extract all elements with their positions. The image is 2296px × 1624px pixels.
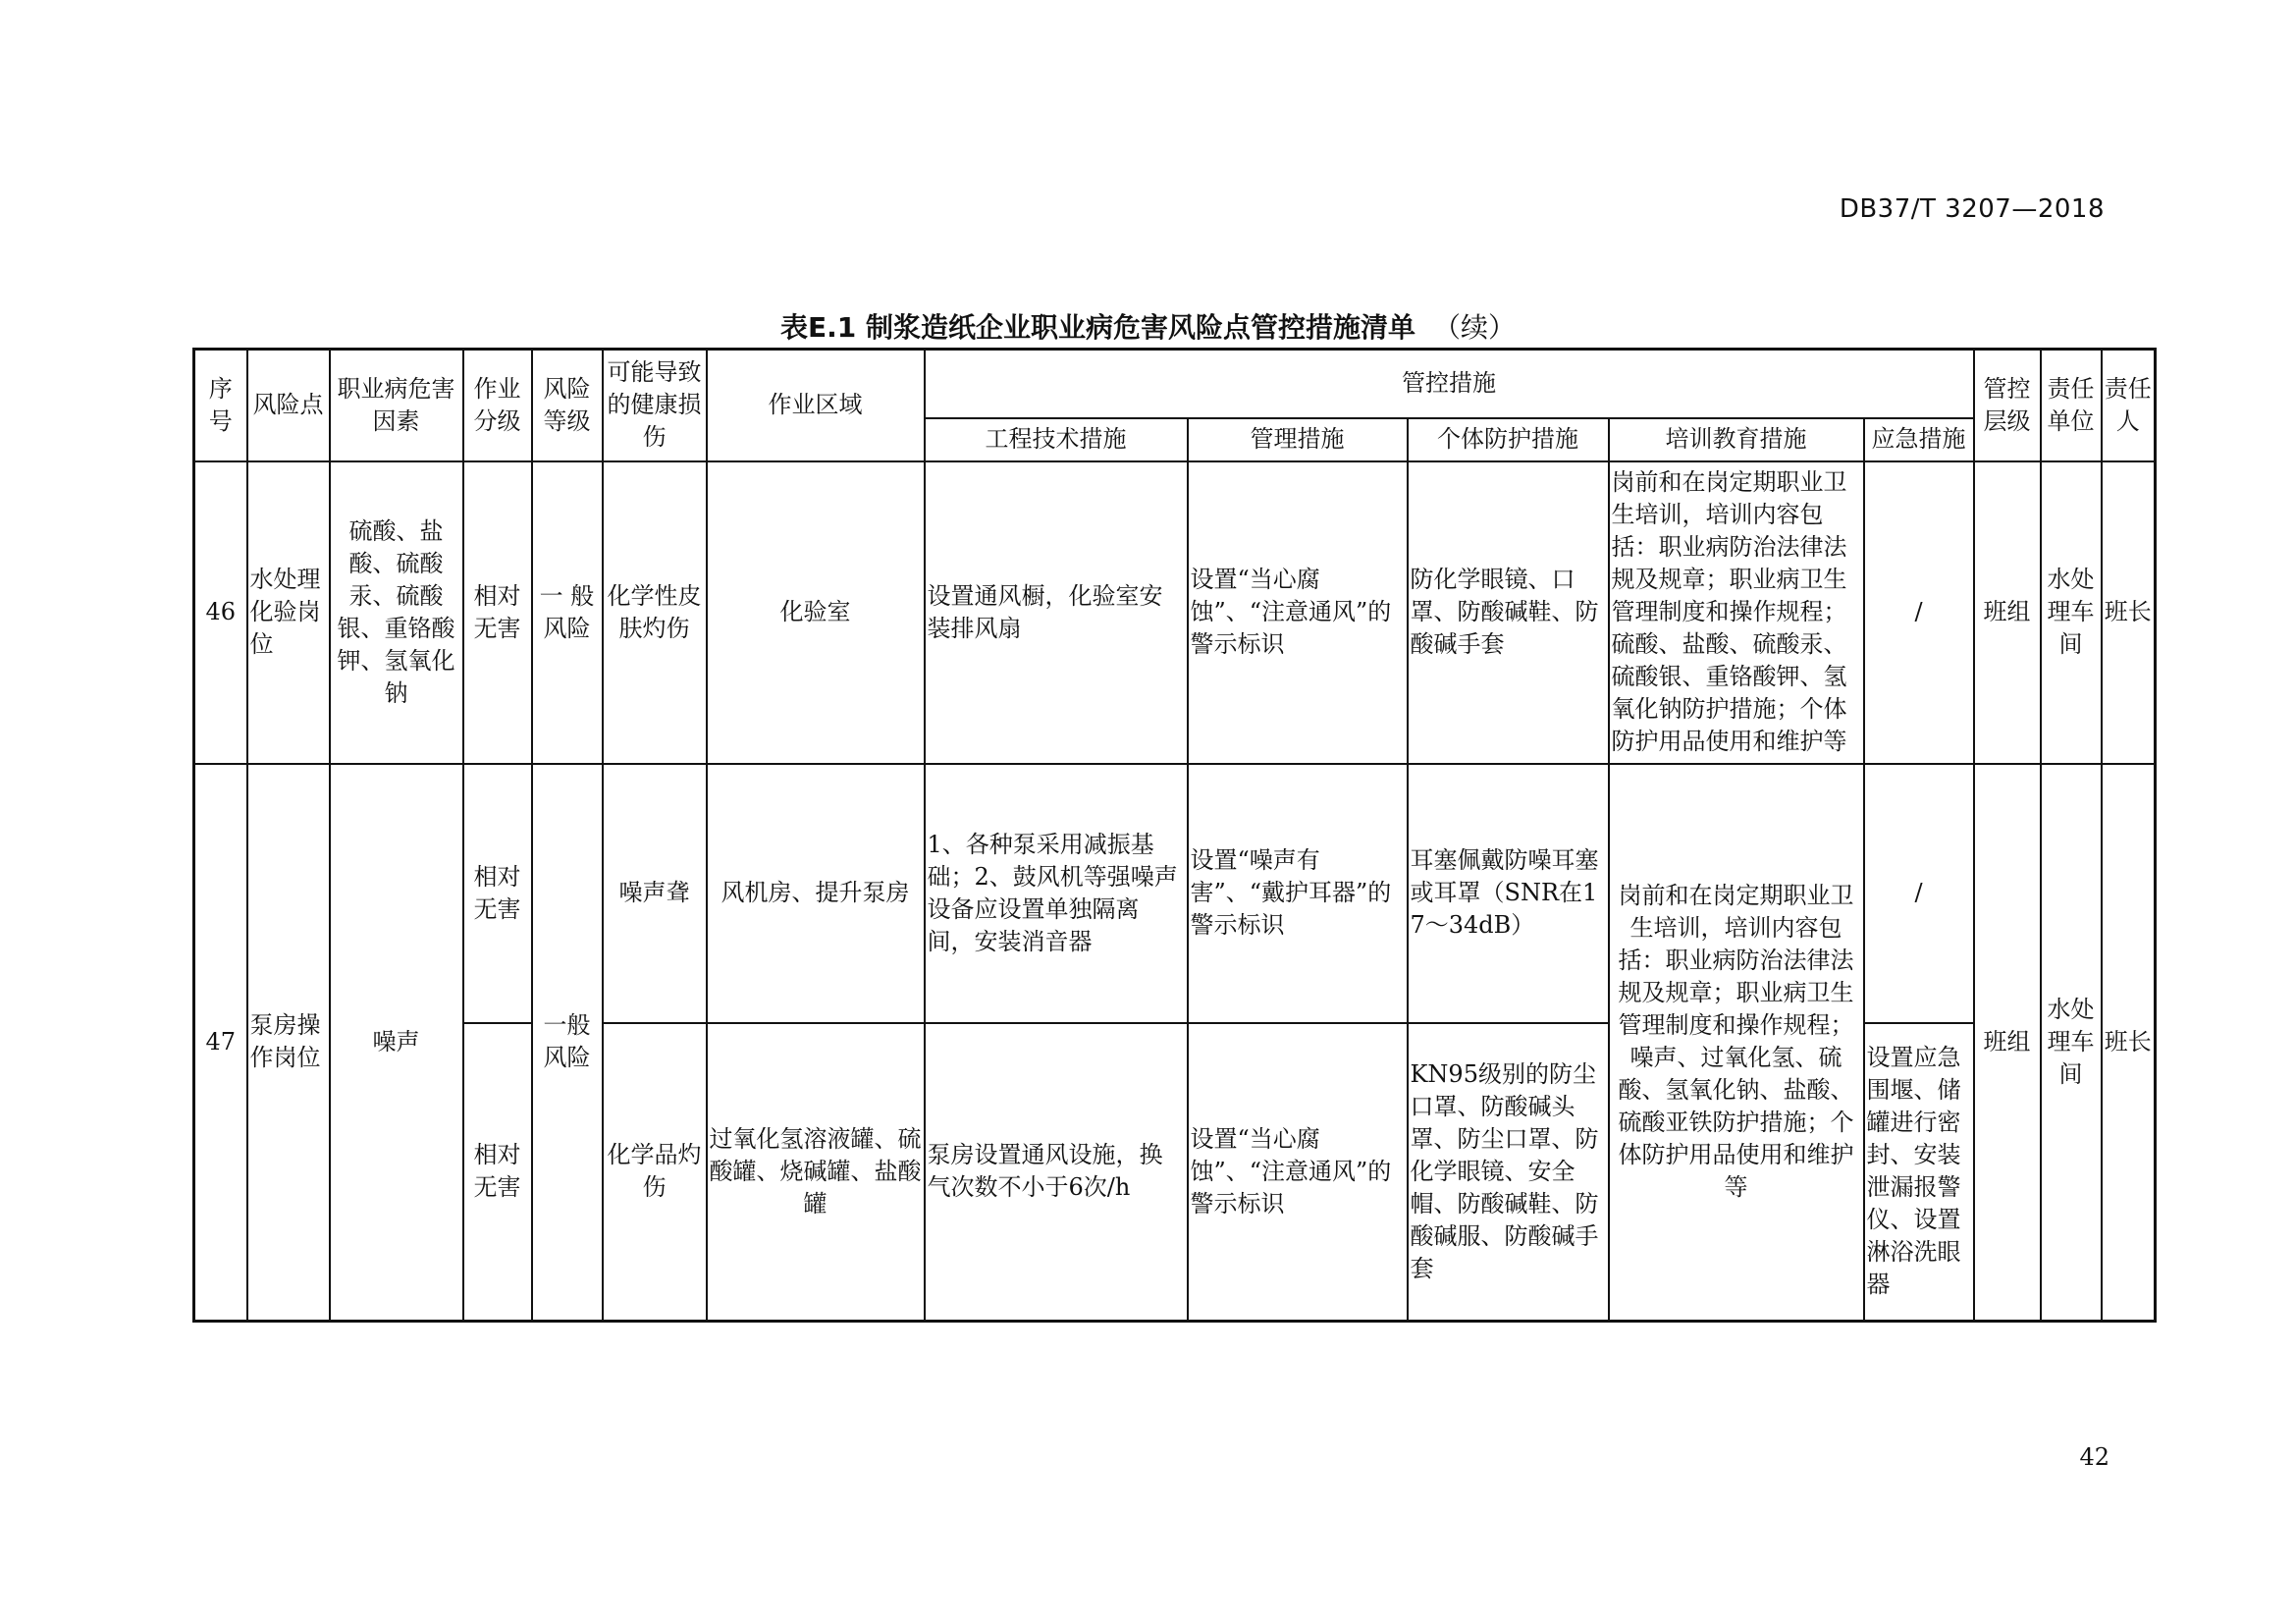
cell-health-damage: 化学品灼伤: [603, 1023, 707, 1322]
cell-emergency: /: [1864, 461, 1974, 764]
page-number: 42: [2079, 1443, 2109, 1471]
cell-risk-level: 一般风险: [532, 764, 603, 1322]
standard-code: DB37/T 3207—2018: [1839, 194, 2105, 224]
cell-work-grade: 相对无害: [463, 461, 532, 764]
table-title-continued: （续）: [1432, 311, 1516, 344]
col-header-work-area: 作业区域: [707, 350, 925, 461]
col-header-hazard: 职业病危害因素: [330, 350, 463, 461]
cell-training: 岗前和在岗定期职业卫生培训，培训内容包括：职业病防治法律法规及规章；职业病卫生管理制度和操作规程；噪声、过氧化氢、硫酸、氢氧化钠、盐酸、硫酸亚铁防护措施；个体防护用品使用和维护等: [1609, 764, 1864, 1322]
cell-resp-unit: 水处理车间: [2041, 764, 2102, 1322]
cell-control-level: 班组: [1974, 764, 2041, 1322]
cell-ppe: KN95级别的防尘口罩、防酸碱头罩、防尘口罩、防化学眼镜、安全帽、防酸碱鞋、防酸碱服、防酸碱手套: [1408, 1023, 1609, 1322]
col-header-risk-point: 风险点: [247, 350, 330, 461]
cell-work-grade: 相对无害: [463, 1023, 532, 1322]
risk-control-table: [192, 348, 2157, 1323]
cell-hazard: 噪声: [330, 764, 463, 1322]
col-header-work-grade: 作业分级: [463, 350, 532, 461]
col-header-risk-level: 风险等级: [532, 350, 603, 461]
cell-resp-person: 班长: [2102, 461, 2156, 764]
cell-emergency: /: [1864, 764, 1974, 1023]
table-title: [0, 306, 2296, 346]
col-header-emergency: 应急措施: [1864, 418, 1974, 461]
cell-health-damage: 噪声聋: [603, 764, 707, 1023]
cell-work-area: 过氧化氢溶液罐、硫酸罐、烧碱罐、盐酸罐: [707, 1023, 925, 1322]
cell-training: 岗前和在岗定期职业卫生培训，培训内容包括：职业病防治法律法规及规章；职业病卫生管理制度和操作规程；硫酸、盐酸、硫酸汞、硫酸银、重铬酸钾、氢氧化钠防护措施；个体防护用品使用和维护等: [1609, 461, 1864, 764]
cell-management: 设置“当心腐蚀”、“注意通风”的警示标识: [1188, 1023, 1408, 1322]
table-row: [194, 764, 2156, 1023]
cell-management: 设置“当心腐蚀”、“注意通风”的警示标识: [1188, 461, 1408, 764]
cell-engineering: 泵房设置通风设施，换气次数不小于6次/h: [925, 1023, 1188, 1322]
col-header-control-level: 管控层级: [1974, 350, 2041, 461]
col-header-measures-group: 管控措施: [925, 350, 1974, 418]
cell-resp-person: 班长: [2102, 764, 2156, 1322]
col-header-training: 培训教育措施: [1609, 418, 1864, 461]
col-header-ppe: 个体防护措施: [1408, 418, 1609, 461]
cell-work-area: 风机房、提升泵房: [707, 764, 925, 1023]
cell-seq: 46: [194, 461, 247, 764]
cell-risk-point: 泵房操作岗位: [247, 764, 330, 1322]
col-header-resp-person: 责任人: [2102, 350, 2156, 461]
cell-resp-unit: 水处理车间: [2041, 461, 2102, 764]
cell-seq: 47: [194, 764, 247, 1322]
cell-engineering: 设置通风橱，化验室安装排风扇: [925, 461, 1188, 764]
cell-risk-level: 一 般风险: [532, 461, 603, 764]
cell-work-area: 化验室: [707, 461, 925, 764]
col-header-health-damage: 可能导致的健康损伤: [603, 350, 707, 461]
col-header-engineering: 工程技术措施: [925, 418, 1188, 461]
cell-ppe: 耳塞佩戴防噪耳塞或耳罩（SNR在17～34dB）: [1408, 764, 1609, 1023]
cell-risk-point: 水处理化验岗位: [247, 461, 330, 764]
cell-health-damage: 化学性皮肤灼伤: [603, 461, 707, 764]
col-header-seq: 序号: [194, 350, 247, 461]
col-header-resp-unit: 责任单位: [2041, 350, 2102, 461]
table-row: [194, 461, 2156, 764]
cell-emergency: 设置应急围堰、储罐进行密封、安装泄漏报警仪、设置淋浴洗眼器: [1864, 1023, 1974, 1322]
cell-control-level: 班组: [1974, 461, 2041, 764]
cell-hazard: 硫酸、盐酸、硫酸汞、硫酸银、重铬酸钾、氢氧化钠: [330, 461, 463, 764]
cell-engineering: 1、各种泵采用减振基础；2、鼓风机等强噪声设备应设置单独隔离间，安装消音器: [925, 764, 1188, 1023]
cell-management: 设置“噪声有害”、“戴护耳器”的警示标识: [1188, 764, 1408, 1023]
col-header-management: 管理措施: [1188, 418, 1408, 461]
table-title-main: 表E.1 制浆造纸企业职业病危害风险点管控措施清单: [779, 311, 1415, 344]
cell-work-grade: 相对无害: [463, 764, 532, 1023]
cell-ppe: 防化学眼镜、口罩、防酸碱鞋、防酸碱手套: [1408, 461, 1609, 764]
